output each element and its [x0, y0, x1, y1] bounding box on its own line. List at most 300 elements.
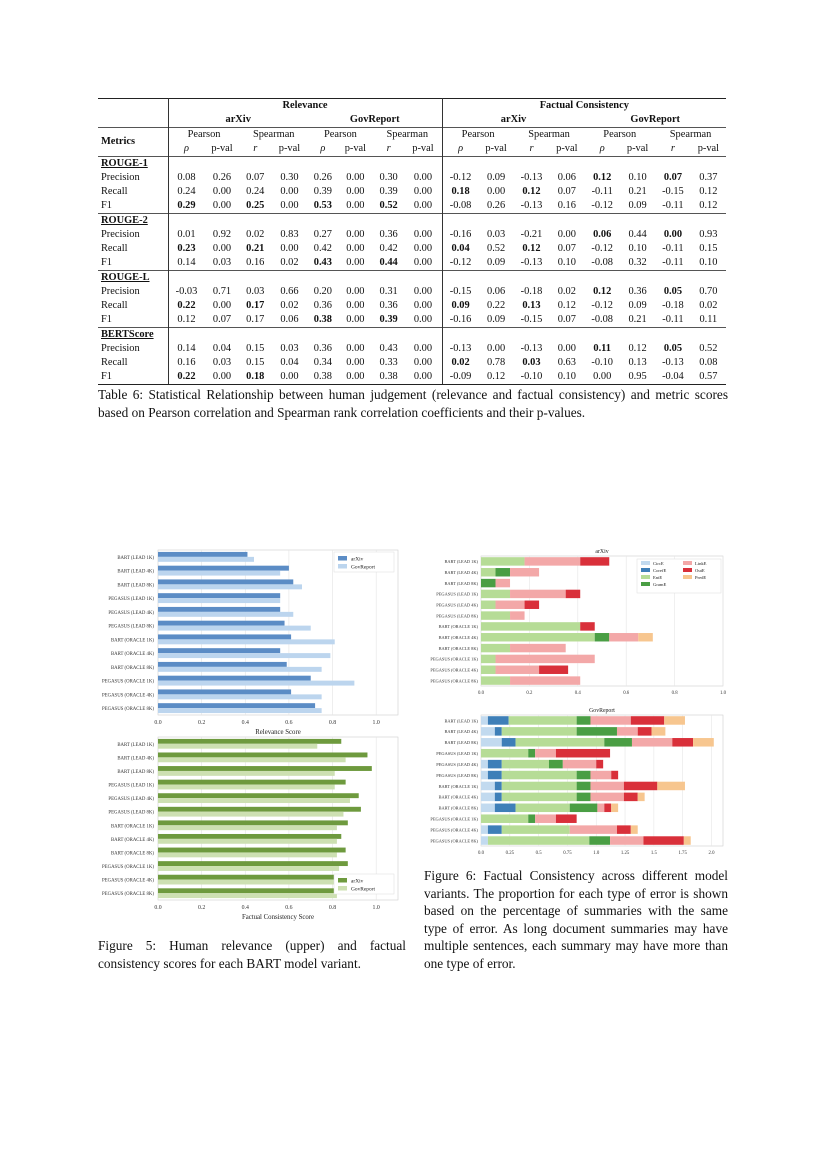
- table-cell: -0.12: [449, 257, 472, 268]
- table-cell: -0.13: [449, 343, 472, 354]
- legend-label: EntE: [653, 575, 663, 580]
- bar-segment-corefe: [488, 771, 502, 780]
- table-cell: 0.00: [346, 200, 365, 211]
- table-row: [98, 299, 726, 313]
- table-cell: 0.15: [699, 243, 718, 254]
- spearman-header: Spearman: [514, 128, 585, 143]
- table-cell: 0.03: [246, 286, 265, 297]
- table-cell: 0.00: [346, 286, 365, 297]
- x-tick-label: 0.25: [505, 851, 515, 856]
- table-cell: 0.00: [663, 229, 683, 240]
- table-cell: 0.07: [663, 172, 683, 183]
- table-cell: -0.13: [520, 200, 543, 211]
- bar-segment-circe: [481, 825, 488, 834]
- bar-segment-grame: [577, 782, 591, 791]
- x-tick-label: 1.0: [720, 691, 726, 696]
- metric-name: F1: [98, 313, 168, 328]
- table-cell: 0.66: [280, 286, 299, 297]
- y-tick-label: PEGASUS (ORACLE 4K): [102, 878, 154, 884]
- table-cell: 0.00: [212, 200, 232, 211]
- bar-segment-ente: [481, 676, 510, 684]
- bar-segment-oute: [580, 622, 595, 630]
- y-tick-label: PEGASUS (ORACLE 4K): [102, 693, 154, 699]
- y-tick-label: PEGASUS (LEAD 4K): [108, 610, 154, 616]
- bar-govreport: [158, 798, 350, 803]
- bar-segment-corefe: [495, 804, 516, 813]
- bar-arxiv: [158, 662, 287, 667]
- bar-segment-oute: [611, 771, 618, 780]
- bar-segment-grame: [577, 771, 591, 780]
- bar-segment-prede: [684, 836, 691, 845]
- table-cell: -0.11: [591, 186, 613, 197]
- legend-swatch: [641, 582, 650, 586]
- table-caption: Table 6: Statistical Relationship between human judgement (relevance and factual consistency) and metric scores based on Pearson correlation and Spearman rank correlation coefficients and their p-values.: [98, 387, 728, 420]
- bar-govreport: [158, 557, 254, 562]
- x-tick-label: 1.5: [650, 851, 657, 856]
- table-cell: -0.11: [662, 257, 684, 268]
- bar-govreport: [158, 639, 335, 644]
- y-tick-label: BART (ORACLE 1K): [110, 824, 154, 830]
- bar-segment-linke: [510, 590, 566, 598]
- table-cell: 0.03: [487, 229, 506, 240]
- bar-segment-oute: [624, 782, 657, 791]
- table-cell: 0.05: [663, 286, 683, 297]
- table-cell: 0.04: [451, 243, 470, 254]
- table-cell: -0.10: [591, 357, 614, 368]
- table-cell: 0.25: [246, 200, 265, 211]
- bar-arxiv: [158, 820, 348, 825]
- y-tick-label: PEGASUS (LEAD 1K): [108, 783, 154, 789]
- arxiv-error-chart: [420, 547, 740, 697]
- bar-segment-oute: [525, 601, 540, 609]
- bar-segment-ente: [481, 557, 525, 565]
- bar-segment-linke: [597, 804, 604, 813]
- bar-segment-linke: [525, 557, 581, 565]
- bar-segment-linke: [510, 676, 580, 684]
- table-cell: 0.00: [404, 299, 442, 313]
- y-tick-label: BART (LEAD 4K): [444, 729, 478, 735]
- bar-segment-grame: [577, 716, 591, 725]
- table-row: [98, 356, 726, 370]
- table-cell: 0.70: [699, 286, 718, 297]
- table-cell: 0.39: [313, 186, 332, 197]
- table-cell: 0.36: [379, 300, 398, 311]
- bar-arxiv: [158, 703, 315, 708]
- bar-segment-linke: [496, 655, 595, 663]
- pearson-header: Pearson: [168, 128, 240, 143]
- rel-gov-header: GovReport: [308, 113, 442, 128]
- bar-segment-linke: [535, 814, 556, 823]
- bar-arxiv: [158, 834, 341, 839]
- bar-arxiv: [158, 848, 346, 853]
- table-cell: -0.08: [591, 257, 614, 268]
- spearman-header: Spearman: [373, 128, 442, 143]
- table-cell: 0.17: [246, 300, 265, 311]
- table-cell: 0.03: [212, 257, 232, 268]
- y-tick-label: PEGASUS (ORACLE 8K): [430, 838, 478, 844]
- table-cell: 0.83: [280, 229, 299, 240]
- table-cell: -0.11: [662, 243, 684, 254]
- bar-segment-circe: [481, 716, 488, 725]
- table-cell: 0.26: [487, 200, 506, 211]
- table-cell: 0.00: [557, 343, 576, 354]
- table-cell: -0.10: [514, 370, 550, 385]
- x-tick-label: 1.25: [620, 851, 630, 856]
- table-cell: -0.15: [449, 286, 472, 297]
- bar-govreport: [158, 825, 337, 830]
- bar-segment-linke: [590, 771, 611, 780]
- bar-arxiv: [158, 780, 346, 785]
- bar-segment-linke: [510, 568, 539, 576]
- table-cell: 0.00: [212, 243, 232, 254]
- legend-swatch: [338, 878, 347, 883]
- bar-segment-oute: [580, 557, 609, 565]
- bar-segment-ente: [502, 782, 577, 791]
- legend-swatch: [683, 568, 692, 572]
- factual-consistency-chart: [96, 734, 416, 934]
- table-cell: 0.15: [246, 343, 265, 354]
- x-tick-label: 0.2: [198, 905, 206, 911]
- y-tick-label: BART (LEAD 4K): [444, 570, 478, 576]
- bar-arxiv: [158, 807, 361, 812]
- bar-arxiv: [158, 648, 280, 653]
- bar-govreport: [158, 626, 311, 631]
- bar-segment-ente: [502, 771, 577, 780]
- table-cell: 0.11: [593, 343, 611, 354]
- table-cell: 0.02: [280, 300, 299, 311]
- table-cell: 0.00: [346, 343, 365, 354]
- bar-segment-grame: [577, 727, 617, 736]
- bar-segment-ente: [481, 622, 580, 630]
- table-cell: 0.53: [313, 200, 332, 211]
- bar-segment-linke: [496, 666, 540, 674]
- bar-arxiv: [158, 579, 293, 584]
- legend-label: PredE: [695, 575, 707, 580]
- bar-segment-grame: [481, 579, 496, 587]
- table-cell: 0.57: [691, 370, 726, 385]
- table-cell: 0.01: [177, 229, 196, 240]
- y-tick-label: PEGASUS (ORACLE 1K): [430, 816, 478, 822]
- bar-govreport: [158, 612, 293, 617]
- fc-gov-header: GovReport: [630, 114, 681, 125]
- table-cell: 0.39: [379, 186, 398, 197]
- table-cell: -0.12: [591, 200, 614, 211]
- table-cell: 0.12: [557, 300, 576, 311]
- bar-arxiv: [158, 634, 291, 639]
- table-cell: 0.36: [628, 286, 647, 297]
- bar-segment-linke: [510, 644, 566, 652]
- metric-name: Recall: [98, 356, 168, 370]
- table-cell: 0.00: [338, 370, 373, 385]
- bar-segment-prede: [638, 793, 645, 802]
- figure5-caption: Figure 5: Human relevance (upper) and factual consistency scores for each BART model variant.: [98, 938, 406, 971]
- y-tick-label: BART (LEAD 4K): [117, 756, 154, 762]
- x-tick-label: 0.4: [574, 691, 581, 696]
- bar-segment-ente: [481, 601, 496, 609]
- bar-segment-ente: [502, 825, 570, 834]
- metric-group-label: ROUGE-1: [98, 157, 168, 172]
- y-tick-label: BART (ORACLE 8K): [438, 805, 478, 811]
- pearson-header: Pearson: [584, 128, 655, 143]
- bar-segment-linke: [590, 793, 623, 802]
- table-cell: -0.12: [449, 172, 472, 183]
- y-tick-label: BART (ORACLE 4K): [438, 635, 478, 641]
- table-row: [98, 313, 726, 328]
- bar-segment-ente: [481, 590, 510, 598]
- metric-name: Recall: [98, 242, 168, 256]
- govreport-error-chart: [420, 706, 740, 856]
- bar-govreport: [158, 852, 337, 857]
- table-cell: 0.37: [699, 172, 718, 183]
- chart-title: arXiv: [595, 549, 609, 555]
- table-cell: -0.11: [662, 200, 684, 211]
- bar-arxiv: [158, 566, 289, 571]
- metric-name: Recall: [98, 299, 168, 313]
- bar-segment-ente: [481, 666, 496, 674]
- x-tick-label: 0.0: [478, 691, 484, 696]
- table-cell: 0.38: [373, 370, 404, 385]
- table-cell: 0.26: [313, 172, 332, 183]
- bar-segment-corefe: [495, 727, 502, 736]
- legend-swatch: [338, 564, 347, 569]
- x-tick-label: 0.6: [285, 720, 293, 726]
- table-cell: 0.44: [628, 229, 647, 240]
- table-row: [98, 342, 726, 356]
- table-cell: 0.00: [212, 300, 232, 311]
- table-cell: 0.09: [487, 172, 506, 183]
- metric-group-label: BERTScore: [98, 328, 168, 343]
- table-row: [98, 185, 726, 199]
- y-tick-label: BART (LEAD 8K): [444, 740, 478, 746]
- bar-arxiv: [158, 552, 247, 557]
- table-cell: 0.12: [593, 286, 612, 297]
- bar-segment-oute: [631, 716, 664, 725]
- y-tick-label: PEGASUS (LEAD 1K): [436, 751, 478, 757]
- bar-segment-circe: [481, 804, 495, 813]
- bar-segment-linke: [563, 760, 596, 769]
- table-cell: 0.06: [557, 172, 576, 183]
- bar-segment-linke: [510, 611, 525, 619]
- legend-label: GovReport: [351, 564, 375, 571]
- bar-segment-oute: [638, 727, 652, 736]
- table-cell: 0.10: [628, 172, 647, 183]
- table-cell: 0.38: [308, 370, 338, 385]
- table-cell: 0.00: [404, 256, 442, 271]
- x-tick-label: 2.0: [708, 851, 715, 856]
- bar-segment-oute: [556, 814, 577, 823]
- table-cell: -0.12: [591, 243, 614, 254]
- bar-arxiv: [158, 861, 348, 866]
- bar-segment-prede: [631, 825, 638, 834]
- bar-segment-linke: [609, 633, 638, 641]
- bar-arxiv: [158, 689, 291, 694]
- table-cell: 0.08: [177, 172, 196, 183]
- table-cell: 0.92: [212, 229, 232, 240]
- legend-swatch: [683, 575, 692, 579]
- table-cell: 0.42: [313, 243, 332, 254]
- table-cell: 0.09: [487, 314, 506, 325]
- table-cell: 0.07: [246, 172, 265, 183]
- metric-name: F1: [98, 199, 168, 214]
- bar-arxiv: [158, 752, 367, 757]
- pearson-header: Pearson: [308, 128, 373, 143]
- bar-segment-ente: [481, 644, 510, 652]
- table-cell: 0.18: [240, 370, 271, 385]
- table-cell: 0.12: [628, 343, 647, 354]
- bar-segment-grame: [604, 738, 632, 747]
- table-cell: 0.00: [487, 186, 506, 197]
- spearman-header: Spearman: [655, 128, 726, 143]
- table-cell: 0.07: [557, 243, 576, 254]
- bar-govreport: [158, 866, 339, 871]
- table-cell: -0.13: [520, 257, 543, 268]
- table-cell: 0.52: [699, 343, 718, 354]
- table-cell: -0.08: [449, 200, 472, 211]
- table-cell: 0.00: [346, 314, 365, 325]
- r-header: r: [386, 143, 391, 154]
- y-tick-label: PEGASUS (ORACLE 8K): [102, 707, 154, 713]
- table-cell: 0.03: [522, 357, 541, 368]
- bar-segment-corefe: [495, 793, 502, 802]
- y-tick-label: PEGASUS (LEAD 8K): [108, 810, 154, 816]
- table-cell: 0.36: [313, 343, 332, 354]
- table-cell: 0.95: [620, 370, 655, 385]
- table-cell: 0.00: [487, 343, 506, 354]
- bar-segment-linke: [535, 749, 556, 758]
- table-cell: 0.00: [404, 342, 442, 356]
- table-cell: 0.02: [699, 300, 718, 311]
- legend-swatch: [641, 568, 650, 572]
- y-tick-label: PEGASUS (LEAD 8K): [436, 613, 478, 619]
- bar-segment-grame: [496, 568, 511, 576]
- bar-segment-ente: [516, 738, 605, 747]
- table-cell: 0.03: [280, 343, 299, 354]
- x-tick-label: 0.8: [328, 720, 337, 726]
- table-cell: -0.03: [175, 286, 198, 297]
- table-cell: 0.02: [451, 357, 470, 368]
- table-cell: 0.00: [404, 370, 442, 385]
- r-header: r: [253, 143, 258, 154]
- bar-segment-linke: [590, 782, 623, 791]
- bar-segment-grame: [570, 804, 598, 813]
- bar-segment-ente: [481, 611, 510, 619]
- y-tick-label: BART (LEAD 8K): [117, 583, 154, 589]
- y-tick-label: BART (ORACLE 8K): [438, 645, 478, 651]
- table-cell: 0.63: [557, 357, 576, 368]
- table-cell: 0.17: [246, 314, 265, 325]
- table-cell: 0.00: [346, 243, 365, 254]
- table-cell: 0.16: [177, 357, 196, 368]
- y-tick-label: BART (LEAD 1K): [444, 559, 478, 565]
- bar-segment-linke: [590, 716, 630, 725]
- table-cell: 0.02: [557, 286, 576, 297]
- r-header: r: [529, 143, 534, 154]
- x-tick-label: 0.5: [535, 851, 542, 856]
- table-cell: 0.43: [313, 257, 332, 268]
- bar-segment-oute: [643, 836, 683, 845]
- table-cell: 0.26: [212, 172, 232, 183]
- bar-segment-ente: [481, 633, 595, 641]
- table-cell: 0.22: [168, 370, 204, 385]
- y-tick-label: PEGASUS (LEAD 4K): [436, 761, 478, 767]
- bar-segment-corefe: [495, 782, 502, 791]
- x-tick-label: 0.6: [285, 905, 293, 911]
- bar-segment-circe: [481, 727, 495, 736]
- table-cell: 0.09: [487, 257, 506, 268]
- table-cell: -0.11: [662, 314, 684, 325]
- y-tick-label: PEGASUS (ORACLE 1K): [102, 865, 154, 871]
- table-cell: 0.09: [451, 300, 470, 311]
- bar-segment-circe: [481, 760, 488, 769]
- table-cell: 0.21: [628, 314, 647, 325]
- table-cell: 0.44: [379, 257, 398, 268]
- table-cell: -0.04: [655, 370, 691, 385]
- rho-header: ρ: [183, 143, 189, 154]
- bar-govreport: [158, 757, 346, 762]
- bar-arxiv: [158, 739, 341, 744]
- x-tick-label: 0.4: [241, 905, 249, 911]
- metric-name: Precision: [98, 285, 168, 299]
- rho-header: ρ: [599, 143, 605, 154]
- x-tick-label: 0.6: [623, 691, 630, 696]
- bar-govreport: [158, 708, 322, 713]
- table-cell: 0.00: [404, 356, 442, 370]
- pval-header: p-val: [344, 143, 367, 154]
- x-tick-label: 0.0: [154, 720, 162, 726]
- bar-segment-linke: [632, 738, 672, 747]
- table-cell: 0.00: [404, 185, 442, 199]
- y-tick-label: PEGASUS (LEAD 1K): [108, 597, 154, 603]
- bar-segment-corefe: [488, 716, 509, 725]
- table-cell: -0.16: [449, 229, 472, 240]
- table-cell: 0.18: [451, 186, 470, 197]
- y-tick-label: BART (LEAD 4K): [117, 569, 154, 575]
- x-tick-label: 1.0: [372, 905, 380, 911]
- table-cell: 0.24: [246, 186, 265, 197]
- table-cell: 0.00: [280, 243, 299, 254]
- bar-segment-oute: [617, 825, 631, 834]
- bar-segment-prede: [652, 727, 666, 736]
- table-cell: 0.16: [246, 257, 265, 268]
- table-cell: 0.27: [313, 229, 332, 240]
- table-cell: 0.04: [212, 343, 232, 354]
- bar-segment-circe: [481, 836, 488, 845]
- bar-segment-circe: [481, 738, 502, 747]
- table-cell: 0.38: [313, 314, 332, 325]
- table-cell: 0.05: [663, 343, 683, 354]
- table-cell: -0.18: [520, 286, 543, 297]
- table-cell: 0.14: [177, 257, 196, 268]
- bar-segment-prede: [657, 782, 685, 791]
- spearman-header: Spearman: [240, 128, 308, 143]
- x-tick-label: 0.0: [478, 851, 484, 856]
- table-cell: 0.12: [177, 314, 196, 325]
- y-tick-label: PEGASUS (ORACLE 1K): [430, 656, 478, 662]
- y-tick-label: PEGASUS (ORACLE 8K): [102, 892, 154, 898]
- bar-segment-ente: [488, 836, 589, 845]
- results-table: [98, 98, 726, 385]
- y-tick-label: BART (ORACLE 1K): [110, 638, 154, 644]
- x-tick-label: 1.0: [593, 851, 600, 856]
- table-cell: 0.00: [584, 370, 620, 385]
- table-cell: 0.07: [212, 314, 232, 325]
- y-tick-label: PEGASUS (LEAD 4K): [108, 797, 154, 803]
- table-cell: 0.00: [404, 242, 442, 256]
- bar-govreport: [158, 880, 335, 885]
- pval-header: p-val: [485, 143, 507, 154]
- y-tick-label: PEGASUS (LEAD 4K): [436, 602, 478, 608]
- rho-header: ρ: [458, 143, 464, 154]
